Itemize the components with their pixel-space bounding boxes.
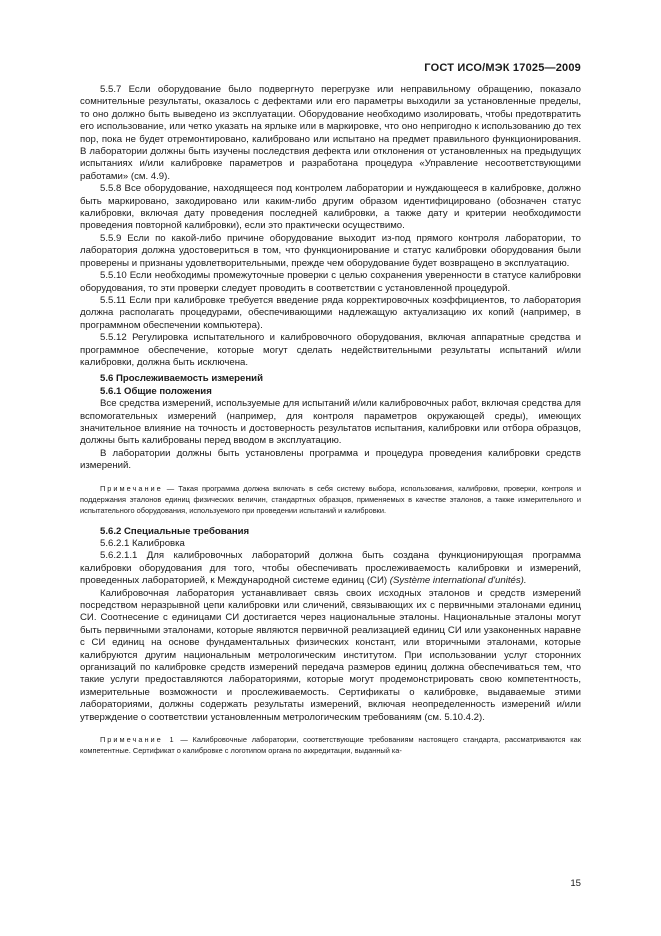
paragraph-5-5-9: 5.5.9 Если по какой-либо причине оборудование выходит из-под прямого контроля лаборатории, то лаборатория должна удостовериться в том, что функционирование и статус калибровки оборудования были проверены и признаны удовлетворительными, прежде чем оборудование будет возвращено в эксплуатацию. [80, 232, 581, 269]
paragraph-5-6-1-b: В лаборатории должны быть установлены программа и процедура проведения калибровки средств измерений. [80, 447, 581, 472]
paragraph-5-5-12: 5.5.12 Регулировка испытательного и калибровочного оборудования, включая аппаратные средства и программное обеспечение, которые могут сделать недействительными результаты испытаний и/или калибровки, должна быть исключена. [80, 332, 581, 368]
note-1-text: — Калибровочные лаборатории, соответствующие требованиям настоящего стандарта, рассматриваются как компетентные. Сертификат о калибровке с логотипом органа по аккредитации, выданный ка- [80, 735, 581, 756]
si-french-term: (Système international d'unités). [389, 575, 527, 587]
clause-heading-5-6-2-1: 5.6.2.1 Калибровка [100, 538, 185, 549]
note-text: — Такая программа должна включать в себя систему выбора, использования, калибровки, проверки, контроля и поддержания эталонов единиц физических величин, стандартных образцов, применяемых в качестве эталонов, а также измерительного и испытательного оборудования, используемого при проведении испытаний и калибровки. [80, 483, 581, 515]
paragraph-5-6-2-1-1-text: 5.6.2.1.1 Для калибровочных лабораторий должна быть создана функционирующая программа калибровки оборудования для того, чтобы обеспечивать прослеживаемость калибровки и измерений, проведенных лабораторией, к Международной системе единиц (СИ) [80, 550, 581, 587]
paragraph-5-6-1-a: Все средства измерений, используемые для испытаний и/или калибровочных работ, включая средства для вспомогательных измерений (например, для контроля параметров окружающей среды), имеющих значительное влияние на точность и достоверность результатов испытания, калибровки или отбора образцов, должны быть калиброваны перед вводом в эксплуатацию. [80, 398, 581, 447]
document-body [80, 84, 581, 756]
page-number: 15 [570, 878, 581, 889]
note-calibration-program [80, 483, 581, 516]
paragraph-5-5-8: 5.5.8 Все оборудование, находящееся под контролем лаборатории и нуждающееся в калибровке, должно быть маркировано, закодировано или каким-либо другим образом идентифицировано (обозначен статус калибровки, включая дату проведения последней калибровки, а также дату и критерии необходимости проведения повторной калибровки), если это практически осуществимо. [80, 183, 581, 232]
note-1-label: Примечание 1 [100, 735, 176, 745]
paragraph-5-6-2-1-1 [80, 550, 581, 587]
note-1-competent-labs [80, 734, 581, 756]
paragraph-5-5-10: 5.5.10 Если необходимы промежуточные проверки с целью сохранения уверенности в статусе калибровки оборудования, то эти проверки следует проводить в соответствии с установленной процедурой. [80, 270, 581, 294]
paragraph-5-5-11: 5.5.11 Если при калибровке требуется введение ряда корректировочных коэффициентов, то лаборатория должна располагать процедурами, обеспечивающими надлежащую актуализацию их копий (например, в программном обеспечении компьютера). [80, 294, 581, 331]
paragraph-5-5-7: 5.5.7 Если оборудование было подвергнуто перегрузке или неправильному обращению, показало сомнительные результаты, оказалось с дефектами или его параметры выходили за установленные пределы, то оно должно быть выведено из эксплуатации. Оборудование необходимо изолировать, чтобы предотвратить его использование, или четко указать на ярлыке или в маркировке, что оно непригодно к использованию до тех пор, пока не будет отремонтировано, калибровано или испытано на предмет правильного функционирования. В лаборатории должны быть изучены последствия дефекта или отклонения от установленных на предыдущих испытаниях и/или калибровке параметров и разработана процедура «Управление несоответствующими работами» (см. 4.9). [80, 84, 581, 182]
document-code-header: ГОСТ ИСО/МЭК 17025—2009 [424, 62, 581, 74]
section-heading-5-6: 5.6 Прослеживаемость измерений [100, 373, 263, 385]
subsection-heading-5-6-1: 5.6.1 Общие положения [100, 385, 212, 397]
paragraph-calibration-laboratory: Калибровочная лаборатория устанавливает связь своих исходных эталонов и средств измерений посредством неразрывной цепи калибровки или сличений, связывающих их с первичными эталонами единиц СИ. Соотнесение с единицами СИ достигается через национальные эталоны. Национальные эталоны могут быть первичными эталонами, которые являются первичной реализацией единиц СИ или узаконенных наравне с СИ единиц на основе фундаментальных физических констант, или вторичными эталонами, которые калибруются другим национальным метрологическим институтом. При использовании услуг сторонних организаций по калибровке средств измерений передача размеров единиц должна обеспечиваться тем, что такие услуги предоставляются лабораториями, которые могут продемонстрировать свою компетентность, измерительные возможности и прослеживаемость. Сертификаты о калибровке, выдаваемые этими лабораториями, должны содержать результаты измерений, включая неопределенность измерений и/или утверждение о соответствии установленным метрологическим требованиям (см. 5.10.4.2). [80, 587, 581, 723]
subsection-heading-5-6-2: 5.6.2 Специальные требования [100, 525, 250, 537]
note-label: Примечание [100, 483, 163, 493]
